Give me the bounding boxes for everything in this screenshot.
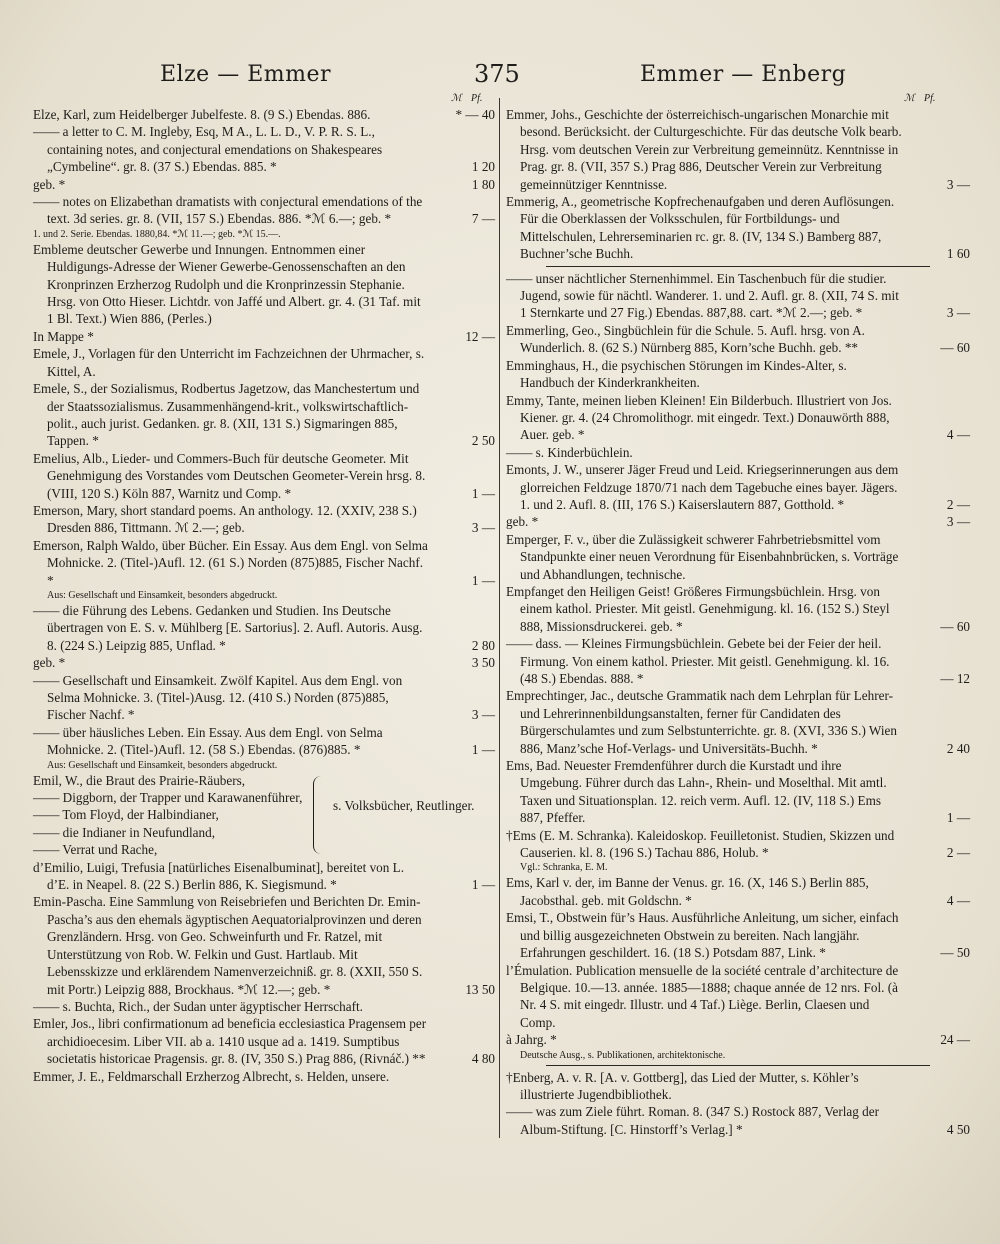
entry-text: geb. * xyxy=(33,655,66,671)
entry-price: 12 — xyxy=(465,328,495,344)
entry-price: * — 40 xyxy=(455,107,495,122)
entry-text: Emmerig, A., geometrische Kopfrechenaufgaben und deren Auflösungen. Für die Oberklassen der Volksschulen, für Fortbildungs- und Mittelschulen, Lehrerseminarien rc. gr. 8. (IV, 134 S.) Bamberg 887, Buchner’sche Buchh. xyxy=(506,194,895,262)
entry-price: 4 — xyxy=(946,892,970,908)
catalog-entry xyxy=(506,106,970,193)
entry-text: Emmerling, Geo., Singbüchlein für die Schule. 5. Aufl. hrsg. von A. Wunderlich. 8. (62 S.) Nürnberg 885, Korn’sche Buchh. geb. ** xyxy=(506,322,865,356)
entry-price: 4 50 xyxy=(946,1121,970,1137)
entry-price: — 50 xyxy=(940,945,970,961)
entry-text: —— unser nächtlicher Sternenhimmel. Ein Taschenbuch für die studier. Jugend, sowie für nächtl. Wanderer. 1. und 2. Aufl. gr. 8. (XII, 74 S. mit 1 Sternkarte und 27 Fig.) Ebendas. 887,88. cart. *ℳ 2.—; geb. * xyxy=(506,270,899,321)
entry-text: Emelius, Alb., Lieder- und Commers-Buch für deutsche Geometer. Mit Genehmigung des Vorstandes vom Deutschen Geometer-Verein hrsg. 8. (VIII, 120 S.) Köln 887, Warnitz und Comp. * xyxy=(33,450,426,501)
entry-price: 2 40 xyxy=(946,740,970,756)
entry-price: 7 — xyxy=(471,211,495,227)
entry-price: 4 80 xyxy=(471,1051,495,1067)
pf-label: Pf. xyxy=(924,93,936,104)
entry-price: 1 — xyxy=(471,572,495,588)
catalog-entry xyxy=(33,1068,495,1085)
catalog-entry xyxy=(506,687,970,757)
entry-text: Emmer, Johs., Geschichte der österreichisch-ungarischen Monarchie mit besond. Berücksicht. der Culturgeschichte. Für das deutsche Volk bearb. Hrsg. vom deutschen Verein zur Verbreitung gemeinnütz. Kenntnisse in Prag. gr. 8. (VII, 357 S.) Prag 886, Deutscher Verein zur Verbreitung gemeinnütziger Kenntnisse. xyxy=(506,107,902,192)
entry-price: 2 80 xyxy=(471,637,495,653)
entry-price: 1 — xyxy=(471,877,495,893)
entry-price: — 60 xyxy=(940,340,970,356)
catalog-entry xyxy=(506,322,970,357)
page-number: 375 xyxy=(474,60,520,88)
catalog-entry xyxy=(33,1015,495,1067)
left-column xyxy=(33,90,495,1085)
entry-text: Emprechtinger, Jac., deutsche Grammatik nach dem Lehrplan für Lehrer- und Lehrerinnenbildungsanstalten, ferner für Candidaten des Bürgerschulamtes und zum Selbstunterrichte. gr. 8. (XVI, 336 S.) Wien 886, Manz’sche Hof-Verlags- und Universitäts-Buchh. * xyxy=(506,688,897,756)
entry-text: Emsi, T., Obstwein für’s Haus. Ausführliche Anleitung, um sicher, einfach und billig ausgezeichneten Obstwein zu bereiten. Nach langjähr. Erfahrungen geschildert. 16. (18 S.) Potsdam 887, Link. * xyxy=(506,910,899,961)
entry-text: †Ems (E. M. Schranka). Kaleidoskop. Feuilletonist. Studien, Skizzen und Causerien. kl. 8. (196 S.) Tachau 886, Holub. * xyxy=(506,827,895,861)
catalog-entry xyxy=(33,106,495,123)
entry-price: 3 — xyxy=(471,520,495,536)
entry-price: — 60 xyxy=(940,618,970,634)
entry-note: Aus: Gesellschaft und Einsamkeit, besonders abgedruckt. xyxy=(47,589,278,601)
catalog-entry xyxy=(506,1069,970,1104)
catalog-entry xyxy=(33,123,495,175)
entry-text: geb. * xyxy=(506,514,539,530)
catalog-entry xyxy=(506,357,970,392)
entry-price: 1 20 xyxy=(471,159,495,175)
entry-price: 2 50 xyxy=(471,433,495,449)
entry-text: In Mappe * xyxy=(33,328,94,344)
entry-price: 2 — xyxy=(946,496,970,512)
entry-note: Aus: Gesellschaft und Einsamkeit, besonders abgedruckt. xyxy=(47,759,278,771)
entry-text: —— dass. — Kleines Firmungsbüchlein. Gebete bei der Feier der heil. Firmung. Von einem kathol. Priester. Mit geistl. Genehmigung. kl. 16. (48 S.) Ebendas. 888. * xyxy=(506,636,890,686)
entry-price: 3 — xyxy=(946,514,970,530)
group-entry: —— Tom Floyd, der Halbindianer, xyxy=(33,807,219,823)
column-divider xyxy=(499,98,500,1138)
entry-note: Vgl.: Schranka, E. M. xyxy=(520,862,608,874)
right-column xyxy=(506,90,970,1138)
catalog-entry xyxy=(33,345,495,380)
entry-text: —— die Führung des Lebens. Gedanken und Studien. Ins Deutsche übertragen von E. S. v. Mühlberg [E. Sartorius]. 2. Aufl. Autoris. Ausg. 8. (224 S.) Leipzig 885, Unflad. * xyxy=(33,602,423,653)
entry-text: à Jahrg. * xyxy=(506,1032,557,1048)
catalog-entry xyxy=(506,635,970,687)
entry-text: Emerson, Mary, short standard poems. An anthology. 12. (XXIV, 238 S.) Dresden 886, Tittmann. ℳ 2.—; geb. xyxy=(33,502,417,536)
catalog-entry xyxy=(506,1031,970,1048)
catalog-entry xyxy=(33,193,495,228)
entry-text: geb. * xyxy=(33,176,66,192)
entry-text: Emmy, Tante, meinen lieben Kleinen! Ein Bilderbuch. Illustriert von Jos. Kiener. gr. 4. (24 Chromolithogr. mit eingedr. Text.) Donauwörth 888, Auer. geb. * xyxy=(506,392,892,443)
catalog-entry xyxy=(506,392,970,444)
currency-header xyxy=(506,90,970,106)
currency-header xyxy=(33,90,495,106)
catalog-entry xyxy=(506,193,970,263)
entry-text: Emele, S., der Sozialismus, Rodbertus Jagetzow, das Manchestertum und der Staatssozialismus. Zusammenhängend-krit., volkswirtschaftlich-polit., auch jurist. Gedanken. gr. 8. (XII, 131 S.) Sigmaringen 885, Tappen. * xyxy=(33,381,420,449)
catalog-entry xyxy=(506,909,970,961)
entry-price: 1 60 xyxy=(946,246,970,262)
entry-text: —— s. Buchta, Rich., der Sudan unter ägyptischer Herrschaft. xyxy=(33,998,363,1014)
entry-text: Ems, Bad. Neuester Fremdenführer durch die Kurstadt und ihre Umgebung. Führer durch das Lahn-, Rhein- und Moselthal. Mit amtl. Taxen und Situationsplan. 12. reich verm. Aufl. 12. (IV, 118 S.) Ems 887, Pfeffer. xyxy=(506,758,887,826)
catalog-entry xyxy=(33,176,495,193)
catalog-entry xyxy=(506,531,970,583)
left-running-head: Elze — Emmer xyxy=(160,62,332,87)
entry-text: 1. und 2. Serie. Ebendas. 1880,84. *ℳ 11.—; geb. *ℳ 15.—. xyxy=(33,228,281,240)
section-separator xyxy=(546,266,930,267)
pf-label: Pf. xyxy=(471,93,483,104)
group-entry: —— Verrat und Rache, xyxy=(33,842,158,858)
right-running-head: Emmer — Enberg xyxy=(640,62,847,87)
catalog-entry xyxy=(33,602,495,654)
entry-text: d’Emilio, Luigi, Trefusia [natürliches Eisenalbuminat], bereitet von L. d’E. in Neapel. 8. (22 S.) Berlin 886, K. Siegismund. * xyxy=(33,859,405,893)
catalog-entry xyxy=(33,380,495,450)
catalog-entry xyxy=(33,502,495,537)
catalog-entry xyxy=(33,654,495,671)
entry-price: 4 — xyxy=(946,427,970,443)
entry-price: 24 — xyxy=(940,1032,970,1048)
mark-label: ℳ xyxy=(451,93,462,104)
entry-text: Emminghaus, H., die psychischen Störungen im Kindes-Alter, s. Handbuch der Kinderkrankheiten. xyxy=(506,357,847,391)
entry-text: —— notes on Elizabethan dramatists with conjectural emendations of the text. 3d series. gr. 8. (VII, 157 S.) Ebendas. 886. *ℳ 6.—; geb. * xyxy=(33,194,423,227)
catalog-entry xyxy=(506,962,970,1032)
entry-text: Emin-Pascha. Eine Sammlung von Reisebriefen und Berichten Dr. Emin-Pascha’s aus den ehemals ägyptischen Aequatorialprovinzen und deren Grenzländern. Hrsg. von Geo. Schweinfurth und Fr. Ratzel, mit Unterstützung von Rob. W. Felkin und Gust. Hartlaub. Mit Lebensskizze und erklärendem Namenverzeichniß. gr. 8. (XXII, 550 S. mit Portr.) Leipzig 888, Brockhaus. *ℳ 12.—; geb. * xyxy=(33,894,423,997)
entry-text: —— was zum Ziele führt. Roman. 8. (347 S.) Rostock 887, Verlag der Album-Stiftung. [C. Hinstorff’s Verlag.] * xyxy=(506,1104,879,1137)
catalog-entry xyxy=(33,893,495,997)
entry-text: Elze, Karl, zum Heidelberger Jubelfeste. 8. (9 S.) Ebendas. 886. xyxy=(33,107,371,122)
catalog-entry xyxy=(33,328,495,345)
catalog-entry xyxy=(506,444,970,461)
catalog-entry xyxy=(33,724,495,759)
entry-price: 3 — xyxy=(471,707,495,723)
entry-text: Emmer, J. E., Feldmarschall Erzherzog Albrecht, s. Helden, unsere. xyxy=(33,1068,390,1084)
catalog-entry xyxy=(506,874,970,909)
entry-text: Emele, J., Vorlagen für den Unterricht im Fachzeichnen der Uhrmacher, s. Kittel, A. xyxy=(33,346,425,379)
catalog-entry xyxy=(506,1103,970,1138)
catalog-entry xyxy=(33,450,495,502)
catalog-entry xyxy=(33,859,495,894)
entry-text: Embleme deutscher Gewerbe und Innungen. Entnommen einer Huldigungs-Adresse der Wiener Gewerbe-Genossenschaften an den Kronprinzen Erzherzog Rudolph und die Kronprinzessin Stephanie. Hrsg. von Otto Hieser. Lichtdr. von Jaffé und Albert. gr. 4. (31 Taf. mit 1 Bl. Text.) Wien 886, (Perles.) xyxy=(33,241,421,327)
entry-text: Ems, Karl v. der, im Banne der Venus. gr. 16. (X, 146 S.) Berlin 885, Jacobsthal. geb. mit Goldschn. * xyxy=(506,875,869,908)
group-entry: —— die Indianer in Neufundland, xyxy=(33,824,216,840)
catalog-entry xyxy=(506,270,970,322)
entry-text: —— Gesellschaft und Einsamkeit. Zwölf Kapitel. Aus dem Engl. von Selma Mohnicke. 3. (Titel-)Ausg. 12. (410 S.) Norden (875)885, Fischer Nachf. * xyxy=(33,672,403,723)
entry-price: 1 — xyxy=(946,810,970,826)
entry-text: †Enberg, A. v. R. [A. v. Gottberg], das Lied der Mutter, s. Köhler’s illustrierte Jugendbibliothek. xyxy=(506,1069,859,1102)
catalog-entry xyxy=(33,537,495,589)
entry-text: Emonts, J. W., unserer Jäger Freud und Leid. Kriegserinnerungen aus dem glorreichen Feldzuge 1870/71 nach dem Tagebuche eines bayer. Jägers. 1. und 2. Aufl. 8. (III, 176 S.) Kaiserslautern 887, Gotthold. * xyxy=(506,462,899,512)
catalog-entry xyxy=(33,998,495,1015)
mark-label: ℳ xyxy=(904,93,915,104)
entry-price: 13 50 xyxy=(465,981,495,997)
catalog-entry xyxy=(506,583,970,635)
entry-text: l’Émulation. Publication mensuelle de la société centrale d’architecture de Belgique. 10.—13. année. 1885—1888; chaque année de 12 nrs. Fol. (à Nr. 4 S. mit eingedr. Illustr. und 4 Taf.) Liège. Berlin, Claesen und Comp. xyxy=(506,962,899,1030)
group-reference: s. Volksbücher, Reutlinger. xyxy=(333,797,475,813)
entry-price: 1 — xyxy=(471,742,495,758)
catalog-entry xyxy=(33,228,495,241)
bracketed-entry-group xyxy=(33,772,495,859)
group-entry: —— Diggborn, der Trapper und Karawanenführer, xyxy=(33,790,303,806)
entry-text: Emler, Jos., libri confirmationum ad beneficia ecclesiastica Pragensem per archidioecesim. Liber VII. ab a. 1410 usque ad a. 1419. Sumptibus societatis historicae Pragensis. gr. 8. (IV, 350 S.) Prag 886, (Rivnáč.) ** xyxy=(33,1016,427,1067)
catalog-entry xyxy=(506,827,970,862)
entry-note: Deutsche Ausg., s. Publikationen, architektonische. xyxy=(520,1049,726,1061)
entry-text: —— a letter to C. M. Ingleby, Esq, M A., L. L. D., V. P. R. S. L., containing notes, and conjectural emendations on Shakespeares „Cymbeline“. gr. 8. (37 S.) Ebendas. 885. * xyxy=(33,124,383,175)
entry-price: 3 — xyxy=(946,305,970,321)
catalog-entry xyxy=(506,513,970,530)
entry-price: 2 — xyxy=(946,845,970,861)
entry-price: 1 80 xyxy=(471,176,495,192)
entry-price: — 12 xyxy=(940,671,970,686)
entry-price: 3 50 xyxy=(471,655,495,671)
bracket xyxy=(313,776,324,854)
entry-price: 1 — xyxy=(471,485,495,501)
entry-text: Emperger, F. v., über die Zulässigkeit schwerer Fahrbetriebsmittel vom Standpunkte einer neuen Verordnung für Eisenbahnbrücken, s. Vorträge und Abhandlungen, technische. xyxy=(506,531,899,582)
catalog-entry xyxy=(506,461,970,513)
catalog-entry xyxy=(33,241,495,328)
entry-text: —— über häusliches Leben. Ein Essay. Aus dem Engl. von Selma Mohnicke. 2. (Titel-)Aufl. 12. (58 S.) Ebendas. (876)885. * xyxy=(33,724,383,758)
catalog-entry xyxy=(506,757,970,827)
entry-text: Empfanget den Heiligen Geist! Größeres Firmungsbüchlein. Hrsg. von einem kathol. Priester. Mit geistl. Genehmigung. kl. 16. (152 S.) Steyl 888, Missionsdruckerei. geb. * xyxy=(506,583,890,634)
group-entry: Emil, W., die Braut des Prairie-Räubers, xyxy=(33,772,246,788)
entry-text: —— s. Kinderbüchlein. xyxy=(506,444,633,460)
entry-price: 3 — xyxy=(946,176,970,192)
section-separator xyxy=(546,1065,930,1066)
catalog-entry xyxy=(33,672,495,724)
entry-text: Emerson, Ralph Waldo, über Bücher. Ein Essay. Aus dem Engl. von Selma Mohnicke. 2. (Titel-)Aufl. 12. (61 S.) Norden (875)885, Fischer Nachf. * xyxy=(33,537,428,588)
